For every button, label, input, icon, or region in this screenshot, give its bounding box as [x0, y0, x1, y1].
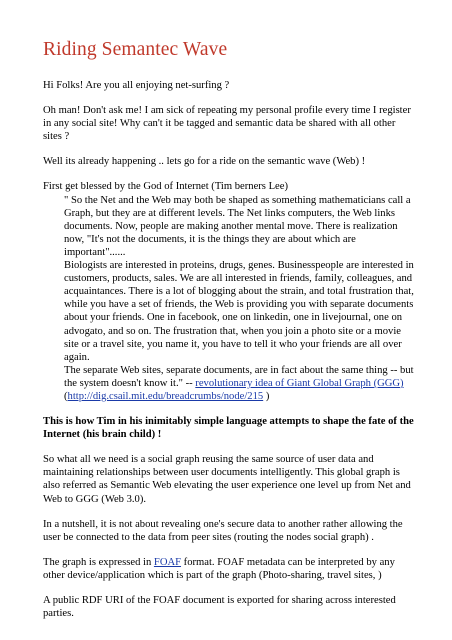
url-open-paren: (	[64, 390, 68, 402]
url-close-paren: )	[263, 390, 270, 402]
quote-part-3-text: The separate Web sites, separate documents, are in fact about the same thing -- but the system doesn't know it." --	[64, 364, 414, 389]
foaf-prefix: The graph is expressed in	[43, 556, 154, 568]
foaf-paragraph	[43, 556, 415, 582]
document-page	[43, 38, 415, 632]
giant-global-graph-link[interactable]: revolutionary idea of Giant Global Graph (GGG)	[195, 377, 404, 389]
foaf-link[interactable]: FOAF	[153, 556, 182, 568]
greeting-paragraph: Hi Folks! Are you all enjoying net-surfing ?	[43, 80, 230, 91]
breadcrumbs-url-link[interactable]: http://dig.csail.mit.edu/breadcrumbs/node/215	[67, 390, 264, 402]
quote-part-1: " So the Net and the Web may both be shaped as something mathematicians call a Graph, but they are at different levels. The Net links computers, the Web links documents. Now, people are making another mental move. There is realization now, "It's not the documents, it is the things they are about which are important"......	[64, 194, 411, 258]
tim-berners-lee-quote	[64, 194, 415, 404]
bold-statement-text: This is how Tim in his inimitably simple language attempts to shape the fate of the Internet (his brain child) !	[43, 416, 414, 441]
foaf-suffix: format. FOAF metadata can be interpreted by any other device/application which is part of the graph (Photo-sharing, travel sites, )	[43, 556, 395, 581]
nutshell-paragraph: In a nutshell, it is not about revealing one's secure data to another rather allowing the user be connected to the data from peer sites (routing the nodes social graph) .	[43, 518, 403, 543]
happening-paragraph: Well its already happening .. lets go for a ride on the semantic wave (Web) !	[43, 156, 366, 168]
complaint-paragraph: Oh man! Don't ask me! I am sick of repeating my personal profile every time I register in any social site! Why can't it be tagged and semantic data be shared with all other sites ?	[43, 105, 411, 143]
quote-part-3	[64, 364, 415, 403]
blessed-paragraph: First get blessed by the God of Internet (Tim berners Lee)	[43, 181, 288, 193]
quote-part-2: Biologists are interested in proteins, drugs, genes. Businesspeople are interested in customers, products, sales. We are all interested in friends, family, colleagues, and acquaintances. There is a lot of blogging about the strain, and total frustration that, while you have a set of friends, the Web is providing you with separate documents about your friends. One in facebook, one on linkedin, one in livejournal, one on advogato, and so on. The frustration that, when you join a photo site or a movie site or a travel site, you name it, you have to tell it who your friends are all over again.	[64, 260, 414, 363]
bold-statement	[43, 415, 415, 441]
page-title: Riding Semantec Wave	[43, 39, 228, 60]
social-graph-paragraph: So what all we need is a social graph reusing the same source of user data and maintaining relationships between user documents intelligently. This global graph is also referred as Semantic Web elevating the user experience one level up from Net and Web to GGG (Web 3.0).	[43, 454, 411, 505]
rdf-paragraph: A public RDF URI of the FOAF document is exported for sharing across interested parties.	[43, 595, 396, 620]
